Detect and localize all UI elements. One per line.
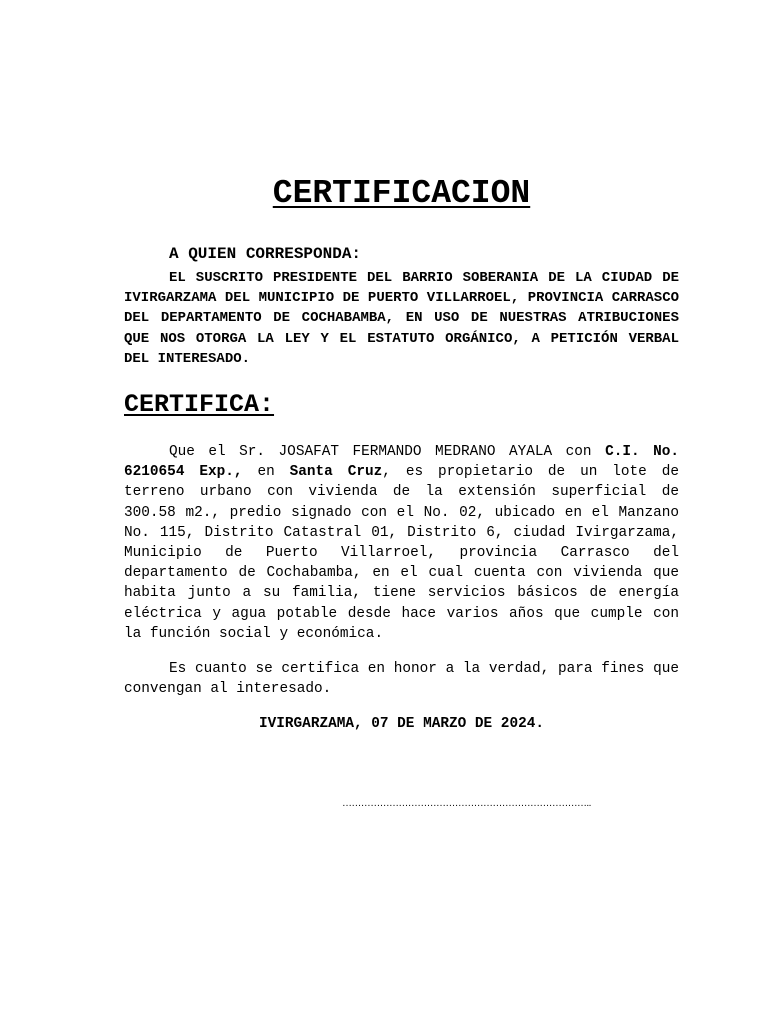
issue-place: Santa Cruz <box>289 464 383 481</box>
signature-line: …………………………………………………………………….. <box>342 798 591 809</box>
certifica-heading-text: CERTIFICA: <box>124 390 275 419</box>
body-text-part1: Que el Sr. JOSAFAT FERMANDO MEDRANO AYALA con <box>169 444 606 460</box>
closing-paragraph: Es cuanto se certifica en honor a la verdad, para fines que convengan al interesado. <box>124 661 679 698</box>
document-title-text: CERTIFICACION <box>272 175 531 212</box>
certifica-heading <box>124 388 274 422</box>
document-date: IVIRGARZAMA, 07 DE MARZO DE 2024. <box>259 716 544 732</box>
body-paragraph <box>124 442 679 644</box>
salutation: A QUIEN CORRESPONDA: <box>169 245 362 263</box>
intro-paragraph: EL SUSCRITO PRESIDENTE DEL BARRIO SOBERANIA DE LA CIUDAD DE IVIRGARZAMA DEL MUNICIPIO DE PUERTO VILLARROEL, PROVINCIA CARRASCO DEL DEPARTAMENTO DE COCHABAMBA, EN USO DE NUESTRAS ATRIBUCIONES QUE NOS OTORGA LA LEY Y EL ESTATUTO ORGÁNICO, A PETICIÓN VERBAL DEL INTERESADO. <box>124 270 679 367</box>
body-text-part3: , es propietario de un lote de terreno urbano con vivienda de la extensión superficial de 300.58 m2., predio signado con el No. 02, ubicado en el Manzano No. 115, Distrito Catastral 01, Distrito 6, ciudad Ivirgarzama, Municipio de Puerto Villarroel, provincia Carrasco del departamento de Cochabamba, en el cual cuenta con vivienda que habita junto a su familia, tiene servicios básicos de energía eléctrica y agua potable desde hace varios años que cumple con la función social y económica. <box>124 464 680 642</box>
body-text-part2: en <box>242 464 290 481</box>
document-title <box>124 174 679 214</box>
ci-number: C.I. No. 6210654 Exp., <box>124 444 679 481</box>
